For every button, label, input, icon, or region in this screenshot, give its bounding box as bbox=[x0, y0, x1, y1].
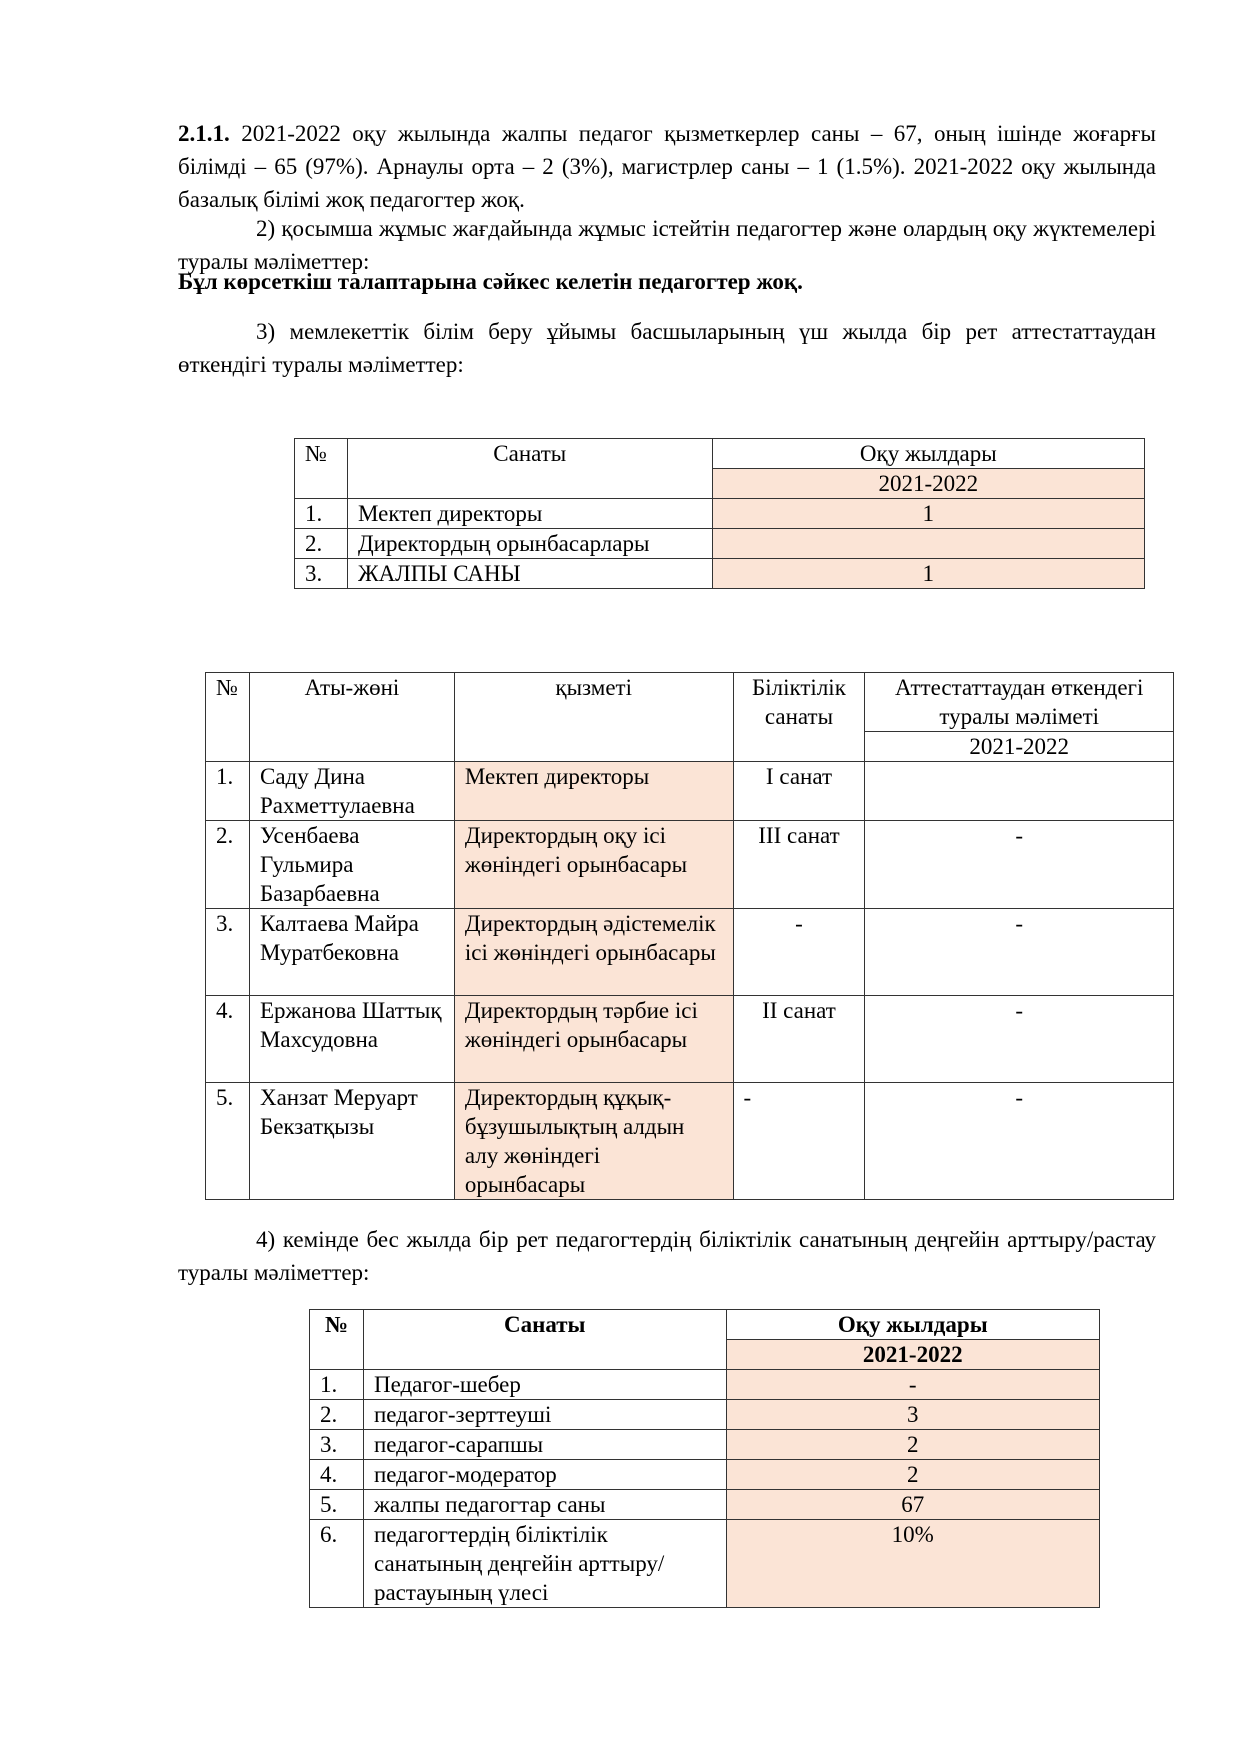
row-attestation: - bbox=[865, 996, 1174, 1083]
header-years: Оқу жылдары bbox=[712, 439, 1144, 469]
row-num: 1. bbox=[295, 499, 348, 529]
row-position: Мектеп директоры bbox=[454, 762, 733, 821]
row-name: Саду Дина Рахметтулаевна bbox=[249, 762, 454, 821]
row-num: 6. bbox=[310, 1520, 364, 1608]
table-row bbox=[310, 1520, 1100, 1608]
row-attestation: - bbox=[865, 1083, 1174, 1200]
row-qualification: III санат bbox=[733, 821, 865, 909]
table-row bbox=[310, 1460, 1100, 1490]
section2-paragraph: 2) қосымша жұмыс жағдайында жұмыс істейтін педагогтер және олардың оқу жүктемелері туралы мәліметтер: bbox=[178, 216, 1156, 274]
row-num: 4. bbox=[206, 996, 250, 1083]
table-row bbox=[295, 499, 1145, 529]
row-value: 67 bbox=[726, 1490, 1099, 1520]
header-attestation: Аттестаттаудан өткендегі туралы мәліметі bbox=[865, 673, 1174, 732]
table-row bbox=[206, 821, 1174, 909]
row-qualification: - bbox=[733, 1083, 865, 1200]
row-value bbox=[712, 529, 1144, 559]
header-qualification: Біліктілік санаты bbox=[733, 673, 865, 762]
row-position: Директордың оқу ісі жөніндегі орынбасары bbox=[454, 821, 733, 909]
intro-text: 2021-2022 оқу жылында жалпы педагог қызметкерлер саны – 67, оның ішінде жоғарғы білімді – 65 (97%). Арнаулы орта – 2 (3%), магистрлер саны – 1 (1.5%). 2021-2022 оқу жылында базалық білімі жоқ педагогтер жоқ. bbox=[178, 121, 1156, 212]
row-position: Директордың құқық-бұзушылықтың алдын алу жөніндегі орынбасары bbox=[454, 1083, 733, 1200]
row-num: 1. bbox=[310, 1370, 364, 1400]
row-qualification: I санат bbox=[733, 762, 865, 821]
section4-paragraph: 4) кемінде бес жылда бір рет педагогтердің біліктілік санатының деңгейін арттыру/растау туралы мәліметтер: bbox=[178, 1227, 1156, 1285]
row-num: 3. bbox=[295, 559, 348, 589]
row-qualification: - bbox=[733, 909, 865, 996]
row-name: Калтаева Майра Муратбековна bbox=[249, 909, 454, 996]
row-qualification: II санат bbox=[733, 996, 865, 1083]
management-attestation-table bbox=[205, 672, 1174, 1200]
row-num: 4. bbox=[310, 1460, 364, 1490]
row-value: - bbox=[726, 1370, 1099, 1400]
row-num: 5. bbox=[206, 1083, 250, 1200]
row-value: 1 bbox=[712, 499, 1144, 529]
row-position: Директордың тәрбие ісі жөніндегі орынбасары bbox=[454, 996, 733, 1083]
header-num: № bbox=[295, 439, 348, 499]
row-name: Ержанова Шаттық Махсудовна bbox=[249, 996, 454, 1083]
table-row bbox=[295, 559, 1145, 589]
row-name: Ханзат Меруарт Бекзатқызы bbox=[249, 1083, 454, 1200]
header-name: Аты-жөні bbox=[249, 673, 454, 762]
row-category: Директордың орынбасарлары bbox=[347, 529, 712, 559]
table-row bbox=[310, 1430, 1100, 1460]
row-category: Педагог-шебер bbox=[363, 1370, 726, 1400]
table-row bbox=[310, 1370, 1100, 1400]
row-num: 3. bbox=[310, 1430, 364, 1460]
table-row bbox=[310, 1490, 1100, 1520]
table-row bbox=[206, 1083, 1174, 1200]
row-position: Директордың әдістемелік ісі жөніндегі орынбасары bbox=[454, 909, 733, 996]
header-position: қызметі bbox=[454, 673, 733, 762]
row-category: педагог-модератор bbox=[363, 1460, 726, 1490]
row-category: ЖАЛПЫ САНЫ bbox=[347, 559, 712, 589]
intro-paragraph bbox=[178, 117, 1156, 216]
table-row bbox=[206, 996, 1174, 1083]
row-attestation: - bbox=[865, 821, 1174, 909]
row-value: 2 bbox=[726, 1460, 1099, 1490]
header-years: Оқу жылдары bbox=[726, 1310, 1099, 1340]
row-name: Усенбаева Гульмира Базарбаевна bbox=[249, 821, 454, 909]
row-num: 2. bbox=[310, 1400, 364, 1430]
header-year: 2021-2022 bbox=[726, 1340, 1099, 1370]
row-num: 1. bbox=[206, 762, 250, 821]
qualification-upgrade-table bbox=[309, 1309, 1100, 1608]
section2-note bbox=[178, 265, 1156, 298]
table-row bbox=[206, 762, 1174, 821]
table-row bbox=[295, 529, 1145, 559]
section3-paragraph: 3) мемлекеттік білім беру ұйымы басшыларының үш жылда бір рет аттестаттаудан өткендігі туралы мәліметтер: bbox=[178, 319, 1156, 377]
row-value: 3 bbox=[726, 1400, 1099, 1430]
row-num: 3. bbox=[206, 909, 250, 996]
row-value: 10% bbox=[726, 1520, 1099, 1608]
row-value: 1 bbox=[712, 559, 1144, 589]
header-year: 2021-2022 bbox=[865, 732, 1174, 762]
header-category: Санаты bbox=[347, 439, 712, 499]
row-category: педагог-зерттеуші bbox=[363, 1400, 726, 1430]
table-row bbox=[310, 1400, 1100, 1430]
row-num: 2. bbox=[295, 529, 348, 559]
section2-note-text: Бұл көрсеткіш талаптарына сәйкес келетін педагогтер жоқ. bbox=[178, 269, 803, 294]
row-category: жалпы педагогтар саны bbox=[363, 1490, 726, 1520]
directors-count-table bbox=[294, 438, 1145, 589]
row-category: педагогтердің біліктілік санатының деңгейін арттыру/растауының үлесі bbox=[363, 1520, 726, 1608]
header-num: № bbox=[310, 1310, 364, 1370]
header-category: Санаты bbox=[363, 1310, 726, 1370]
table-row bbox=[206, 909, 1174, 996]
row-attestation: - bbox=[865, 909, 1174, 996]
header-year: 2021-2022 bbox=[712, 469, 1144, 499]
row-num: 5. bbox=[310, 1490, 364, 1520]
section-number: 2.1.1. bbox=[178, 121, 230, 146]
header-num: № bbox=[206, 673, 250, 762]
row-category: Мектеп директоры bbox=[347, 499, 712, 529]
row-attestation bbox=[865, 762, 1174, 821]
row-value: 2 bbox=[726, 1430, 1099, 1460]
row-num: 2. bbox=[206, 821, 250, 909]
row-category: педагог-сарапшы bbox=[363, 1430, 726, 1460]
